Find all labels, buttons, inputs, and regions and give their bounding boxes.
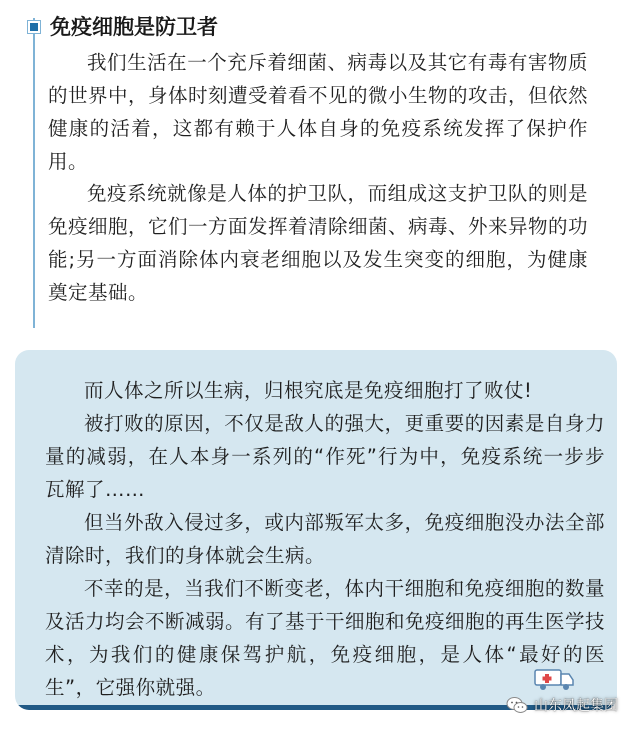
box-paragraph-3: 但当外敌入侵过多，或内部叛军太多，免疫细胞没办法全部清除时，我们的身体就会生病。 bbox=[45, 511, 605, 567]
box-paragraph-4: 不幸的是，当我们不断变老，体内干细胞和免疫细胞的数量及活力均会不断减弱。有了基于干细胞和免疫细胞的再生医学技术，为我们的健康保驾护航，免疫细胞，是人体“最好的医生”，它强你就强。 bbox=[45, 577, 606, 699]
immune-cells-section bbox=[0, 0, 632, 340]
info-box bbox=[15, 350, 617, 710]
section-vertical-line bbox=[33, 18, 35, 328]
section-paragraph-1: 我们生活在一个充斥着细菌、病毒以及其它有毒有害物质的世界中，身体时刻遭受着看不见的微小生物的攻击，但依然健康的活着，这都有赖于人体自身的免疫系统发挥了保护作用。 bbox=[48, 51, 589, 173]
ambulance-icon bbox=[533, 662, 575, 692]
wechat-icon bbox=[506, 696, 528, 714]
box-paragraph-2: 被打败的原因，不仅是敌人的强大，更重要的因素是自身力量的减弱，在人本身一系列的“作死”行为中，免疫系统一步步瓦解了…… bbox=[45, 412, 605, 501]
section-paragraph-2: 免疫系统就像是人体的护卫队，而组成这支护卫队的则是免疫细胞，它们一方面发挥着清除细菌、病毒、外来异物的功能;另一方面消除体内衰老细胞以及发生突变的细胞，为健康奠定基础。 bbox=[48, 182, 589, 304]
section-heading: 免疫细胞是防卫者 bbox=[50, 15, 218, 39]
title-square-marker bbox=[27, 20, 41, 34]
box-paragraph-1: 而人体之所以生病，归根究底是免疫细胞打了败仗! bbox=[84, 379, 533, 402]
watermark bbox=[506, 691, 618, 719]
watermark-text: 山东凤起集团 bbox=[534, 698, 618, 714]
